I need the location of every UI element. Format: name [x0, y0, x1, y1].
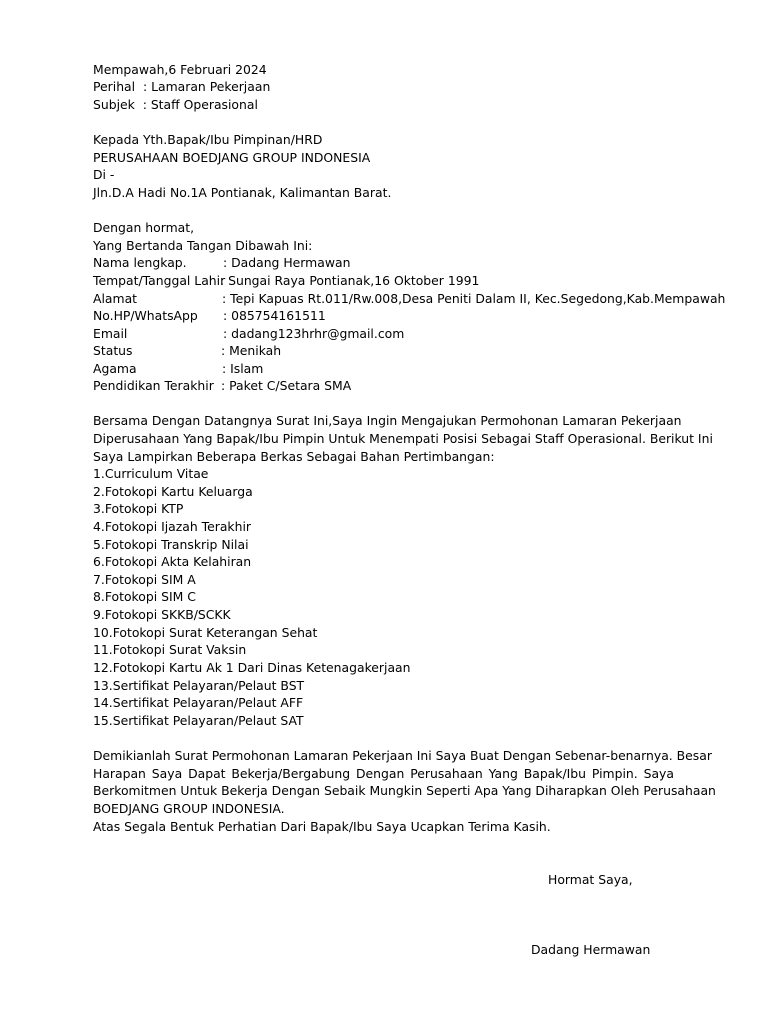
- field-label-status: Status: [93, 343, 133, 358]
- attachment-item: 7.Fotokopi SIM A: [93, 572, 196, 587]
- attachment-item: 6.Fotokopi Akta Kelahiran: [93, 554, 252, 569]
- recipient-di: Di -: [93, 167, 115, 182]
- body-paragraph-line-2: Diperusahaan Yang Bapak/Ibu Pimpin Untuk Menempati Posisi Sebagai Staff Operasional. Berikut Ini: [93, 431, 713, 446]
- attachment-item: 5.Fotokopi Transkrip Nilai: [93, 537, 249, 552]
- field-value-status: : Menikah: [221, 343, 282, 358]
- recipient-line-1: Kepada Yth.Bapak/Ibu Pimpinan/HRD: [93, 132, 323, 147]
- attachment-item: 9.Fotokopi SKKB/SCKK: [93, 607, 231, 622]
- field-value-nama: : Dadang Hermawan: [223, 255, 351, 270]
- recipient-address: Jln.D.A Hadi No.1A Pontianak, Kalimantan Barat.: [93, 185, 392, 200]
- attachment-item: 11.Fotokopi Surat Vaksin: [93, 642, 247, 657]
- closing-paragraph-line-4: BOEDJANG GROUP INDONESIA.: [93, 801, 285, 816]
- field-value-alamat: : Tepi Kapuas Rt.011/Rw.008,Desa Peniti Dalam II, Kec.Segedong,Kab.Mempawah: [222, 291, 726, 306]
- closing-paragraph-line-1: Demikianlah Surat Permohonan Lamaran Pekerjaan Ini Saya Buat Dengan Sebenar-benarnya. Besar: [93, 748, 712, 763]
- attachment-item: 2.Fotokopi Kartu Keluarga: [93, 484, 253, 499]
- attachment-item: 15.Sertifikat Pelayaran/Pelaut SAT: [93, 713, 304, 728]
- closing-paragraph-line-2: Harapan Saya Dapat Bekerja/Bergabung Dengan Perusahaan Yang Bapak/Ibu Pimpin. Saya: [93, 766, 674, 781]
- attachment-item: 8.Fotokopi SIM C: [93, 589, 196, 604]
- attachment-item: 14.Sertifikat Pelayaran/Pelaut AFF: [93, 695, 304, 710]
- body-paragraph-line-1: Bersama Dengan Datangnya Surat Ini,Saya Ingin Mengajukan Permohonan Lamaran Pekerjaan: [93, 413, 682, 428]
- signature-name: Dadang Hermawan: [531, 942, 651, 957]
- body-paragraph-line-3: Saya Lampirkan Beberapa Berkas Sebagai Bahan Pertimbangan:: [93, 449, 495, 464]
- field-label-agama: Agama: [93, 361, 137, 376]
- attachment-item: 12.Fotokopi Kartu Ak 1 Dari Dinas Ketenagakerjaan: [93, 660, 411, 675]
- field-value-agama: : Islam: [222, 361, 264, 376]
- place-date: Mempawah,6 Februari 2024: [93, 62, 267, 77]
- closing-paragraph-line-5: Atas Segala Bentuk Perhatian Dari Bapak/Ibu Saya Ucapkan Terima Kasih.: [93, 819, 551, 834]
- closing-paragraph-line-3: Berkomitmen Untuk Bekerja Dengan Sebaik Mungkin Seperti Apa Yang Diharapkan Oleh Perusahaan: [93, 783, 716, 798]
- attachment-item: 10.Fotokopi Surat Keterangan Sehat: [93, 625, 318, 640]
- greeting: Dengan hormat,: [93, 220, 195, 235]
- signature-salutation: Hormat Saya,: [548, 872, 633, 887]
- attachment-item: 1.Curriculum Vitae: [93, 466, 209, 481]
- field-label-email: Email: [93, 326, 128, 341]
- perihal-line: Perihal : Lamaran Pekerjaan: [93, 79, 271, 94]
- field-value-email: : dadang123hrhr@gmail.com: [223, 326, 405, 341]
- attachment-item: 4.Fotokopi Ijazah Terakhir: [93, 519, 252, 534]
- attachment-item: 13.Sertifikat Pelayaran/Pelaut BST: [93, 678, 305, 693]
- field-value-pendidikan: : Paket C/Setara SMA: [221, 378, 352, 393]
- field-label-hp: No.HP/WhatsApp: [93, 308, 198, 323]
- field-label-ttl: Tempat/Tanggal Lahir: [93, 273, 226, 288]
- field-label-alamat: Alamat: [93, 291, 138, 306]
- field-label-nama: Nama lengkap.: [93, 255, 187, 270]
- intro-line: Yang Bertanda Tangan Dibawah Ini:: [93, 238, 313, 253]
- attachment-item: 3.Fotokopi KTP: [93, 501, 184, 516]
- subjek-line: Subjek : Staff Operasional: [93, 97, 258, 112]
- field-value-ttl: : Sungai Raya Pontianak,16 Oktober 1991: [220, 273, 480, 288]
- field-value-hp: : 085754161511: [223, 308, 326, 323]
- field-label-pendidikan: Pendidikan Terakhir: [93, 378, 214, 393]
- recipient-company: PERUSAHAAN BOEDJANG GROUP INDONESIA: [93, 150, 371, 165]
